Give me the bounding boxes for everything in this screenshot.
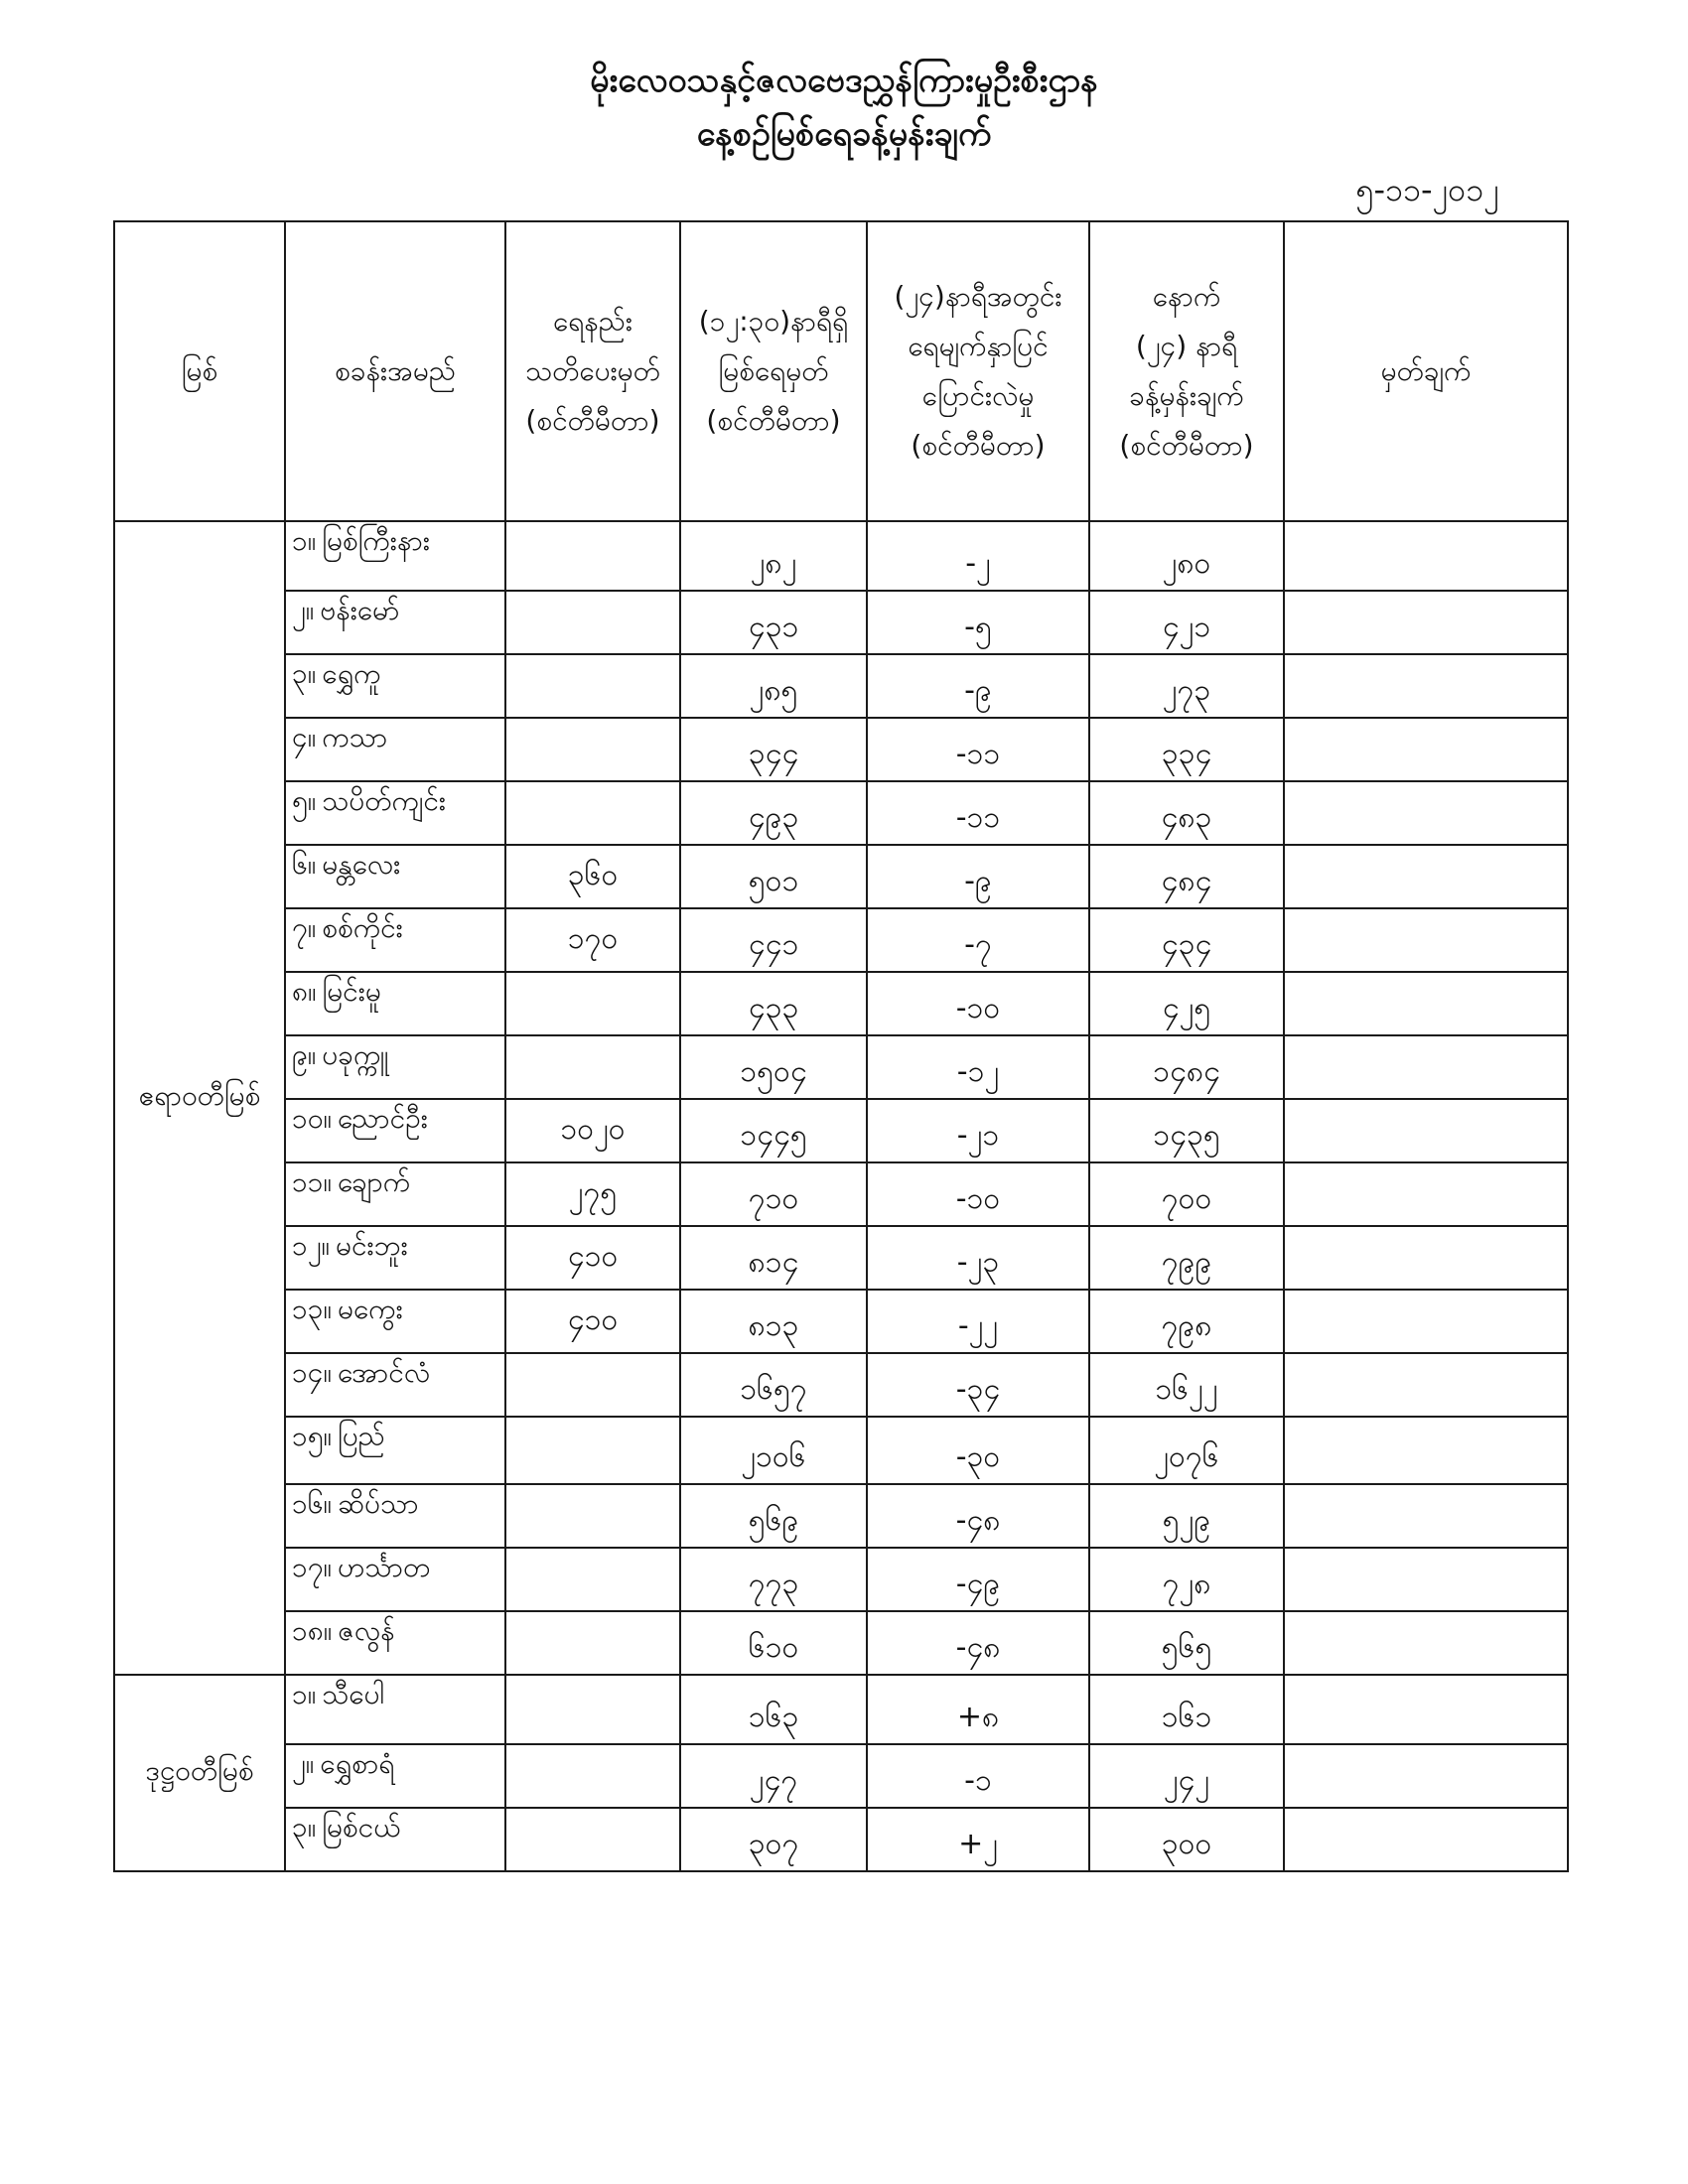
station-cell (285, 718, 505, 781)
col-forecast: နောက် (၂၄) နာရီ ခန့်မှန်းချက် (စင်တီမီတာ) (1089, 221, 1284, 521)
level-cell: ၂၄၇ (680, 1744, 867, 1808)
warning-cell: ၂၇၅ (505, 1162, 680, 1226)
warning-cell (505, 972, 680, 1035)
warning-cell (505, 521, 680, 591)
station-name: ဇလွန် (338, 1614, 395, 1647)
station-name: ချောက် (337, 1165, 411, 1198)
station-number: ၁၅။ (292, 1420, 332, 1452)
forecast-cell: ၅၂၉ (1089, 1484, 1284, 1548)
col-remarks: မှတ်ချက် (1284, 221, 1568, 521)
station-cell (285, 908, 505, 972)
station-number: ၄။ (292, 721, 317, 753)
change-cell: -၁ (867, 1744, 1089, 1808)
table-row (114, 1744, 1568, 1808)
remarks-cell (1284, 1417, 1568, 1484)
forecast-cell: ၅၆၅ (1089, 1611, 1284, 1675)
warning-cell (505, 1548, 680, 1611)
station-cell (285, 1290, 505, 1353)
station-number: ၂။ (292, 1747, 315, 1780)
station-cell (285, 1744, 505, 1808)
station-name: မြစ်ကြီးနား (322, 524, 431, 557)
table-row (114, 1099, 1568, 1162)
remarks-cell (1284, 1808, 1568, 1871)
level-cell: ၁၆၃ (680, 1675, 867, 1744)
table-row (114, 1290, 1568, 1353)
warning-cell (505, 1417, 680, 1484)
station-cell (285, 1226, 505, 1290)
forecast-table (113, 220, 1569, 1872)
table-row (114, 1675, 1568, 1744)
station-name: ပခုက္ကူ (322, 1038, 389, 1071)
station-cell (285, 1548, 505, 1611)
level-cell: ၅၆၉ (680, 1484, 867, 1548)
remarks-cell (1284, 908, 1568, 972)
level-cell: ၇၁၀ (680, 1162, 867, 1226)
station-name: မြင်းမူ (322, 975, 381, 1008)
table-row (114, 1353, 1568, 1417)
station-name: မန္တလေး (322, 848, 401, 881)
remarks-cell (1284, 1099, 1568, 1162)
change-cell: -၂ (867, 521, 1089, 591)
station-name: ဆိပ်သာ (337, 1487, 419, 1520)
forecast-cell: ၄၂၅ (1089, 972, 1284, 1035)
level-cell: ၁၄၄၅ (680, 1099, 867, 1162)
col-level: (၁၂:၃၀)နာရီရှိ မြစ်ရေမှတ် (စင်တီမီတာ) (680, 221, 867, 521)
forecast-cell: ၂၀၇၆ (1089, 1417, 1284, 1484)
col-change: (၂၄)နာရီအတွင်း ရေမျက်နှာပြင် ပြောင်းလဲမှု (စင်တီမီတာ) (867, 221, 1089, 521)
remarks-cell (1284, 1675, 1568, 1744)
level-cell: ၄၃၁ (680, 591, 867, 654)
level-cell: ၈၁၃ (680, 1290, 867, 1353)
change-cell: +၂ (867, 1808, 1089, 1871)
table-row (114, 521, 1568, 591)
station-name: မကွေး (337, 1293, 403, 1325)
change-cell: -၉ (867, 845, 1089, 908)
change-cell: -၄၈ (867, 1484, 1089, 1548)
forecast-cell: ၁၄၃၅ (1089, 1099, 1284, 1162)
col-warning: ရေနည်း သတိပေးမှတ် (စင်တီမီတာ) (505, 221, 680, 521)
level-cell: ၂၈၅ (680, 654, 867, 718)
remarks-cell (1284, 718, 1568, 781)
change-cell: -၂၁ (867, 1099, 1089, 1162)
warning-cell (505, 1744, 680, 1808)
station-number: ၉။ (292, 1038, 317, 1071)
table-row (114, 1808, 1568, 1871)
station-number: ၁၂။ (292, 1229, 330, 1262)
warning-cell (505, 718, 680, 781)
warning-cell (505, 654, 680, 718)
table-row (114, 972, 1568, 1035)
station-number: ၁။ (292, 524, 317, 557)
warning-cell (505, 1484, 680, 1548)
station-name: ဟင်္သာတ (337, 1551, 431, 1583)
station-name: မြစ်ငယ် (322, 1811, 401, 1843)
station-number: ၁၁။ (292, 1165, 332, 1198)
station-cell (285, 1611, 505, 1675)
station-number: ၁၆။ (292, 1487, 332, 1520)
warning-cell: ၁၇၀ (505, 908, 680, 972)
table-row (114, 908, 1568, 972)
table-row (114, 1484, 1568, 1548)
forecast-cell: ၂၇၃ (1089, 654, 1284, 718)
level-cell: ၈၁၄ (680, 1226, 867, 1290)
level-cell: ၄၄၁ (680, 908, 867, 972)
remarks-cell (1284, 1162, 1568, 1226)
station-cell (285, 1484, 505, 1548)
forecast-cell: ၄၂၁ (1089, 591, 1284, 654)
level-cell: ၂၈၂ (680, 521, 867, 591)
forecast-cell: ၄၃၄ (1089, 908, 1284, 972)
level-cell: ၅၀၁ (680, 845, 867, 908)
station-number: ၃။ (292, 1811, 317, 1843)
table-row (114, 1548, 1568, 1611)
remarks-cell (1284, 972, 1568, 1035)
level-cell: ၁၅၀၄ (680, 1035, 867, 1099)
river-name: ဒုဋ္ဌဝတီမြစ် (114, 1675, 285, 1871)
station-number: ၁၄။ (292, 1356, 332, 1389)
remarks-cell (1284, 1548, 1568, 1611)
table-row (114, 654, 1568, 718)
forecast-cell: ၃၀၀ (1089, 1808, 1284, 1871)
remarks-cell (1284, 591, 1568, 654)
remarks-cell (1284, 1226, 1568, 1290)
table-row (114, 718, 1568, 781)
table-row (114, 1417, 1568, 1484)
level-cell: ၄၉၃ (680, 781, 867, 845)
level-cell: ၃၄၄ (680, 718, 867, 781)
change-cell: -၃၀ (867, 1417, 1089, 1484)
forecast-cell: ၄၈၄ (1089, 845, 1284, 908)
station-number: ၁၈။ (292, 1614, 333, 1647)
station-number: ၇။ (292, 911, 317, 944)
station-number: ၅။ (292, 784, 317, 817)
station-name: ပြည် (337, 1420, 385, 1452)
level-cell: ၆၁၀ (680, 1611, 867, 1675)
change-cell: -၁၂ (867, 1035, 1089, 1099)
warning-cell (505, 1808, 680, 1871)
station-number: ၁၀။ (292, 1102, 332, 1135)
warning-cell (505, 781, 680, 845)
station-number: ၂။ (292, 594, 315, 626)
change-cell: -၅ (867, 591, 1089, 654)
warning-cell (505, 1611, 680, 1675)
header-row (114, 221, 1568, 521)
station-name: ညောင်ဦး (337, 1102, 428, 1135)
forecast-cell: ၄၈၃ (1089, 781, 1284, 845)
table-row (114, 781, 1568, 845)
change-cell: -၇ (867, 908, 1089, 972)
forecast-cell: ၁၄၈၄ (1089, 1035, 1284, 1099)
warning-cell: ၄၁၀ (505, 1226, 680, 1290)
table-row (114, 591, 1568, 654)
change-cell: -၃၄ (867, 1353, 1089, 1417)
remarks-cell (1284, 654, 1568, 718)
station-name: ရွှေစာရံ (320, 1747, 395, 1780)
station-name: ရွှေကူ (322, 657, 381, 690)
warning-cell (505, 1353, 680, 1417)
warning-cell: ၃၆၀ (505, 845, 680, 908)
forecast-cell: ၁၆၂၂ (1089, 1353, 1284, 1417)
change-cell: -၁၁ (867, 781, 1089, 845)
station-number: ၁၃။ (292, 1293, 332, 1325)
station-cell (285, 1675, 505, 1744)
station-number: ၈။ (292, 975, 317, 1008)
change-cell: -၂၂ (867, 1290, 1089, 1353)
remarks-cell (1284, 1484, 1568, 1548)
station-cell (285, 1808, 505, 1871)
station-name: မင်းဘူး (335, 1229, 408, 1262)
station-cell (285, 654, 505, 718)
forecast-cell: ၂၄၂ (1089, 1744, 1284, 1808)
station-number: ၁။ (292, 1678, 317, 1710)
station-cell (285, 521, 505, 591)
remarks-cell (1284, 845, 1568, 908)
remarks-cell (1284, 1353, 1568, 1417)
forecast-cell: ၃၃၄ (1089, 718, 1284, 781)
table-row (114, 1226, 1568, 1290)
change-cell: -၉ (867, 654, 1089, 718)
change-cell: -၂၃ (867, 1226, 1089, 1290)
forecast-cell: ၇၉၈ (1089, 1290, 1284, 1353)
change-cell: -၄၉ (867, 1548, 1089, 1611)
page-title: မိုးလေဝသနှင့်ဇလဗေဒညွှန်ကြားမှုဦးစီးဌာန (590, 61, 1098, 100)
level-cell: ၂၁၀၆ (680, 1417, 867, 1484)
station-name: သပိတ်ကျင်း (322, 784, 447, 817)
change-cell: -၁၁ (867, 718, 1089, 781)
change-cell: -၁၀ (867, 1162, 1089, 1226)
forecast-cell: ၇၀၀ (1089, 1162, 1284, 1226)
change-cell: +၈ (867, 1675, 1089, 1744)
warning-cell (505, 591, 680, 654)
level-cell: ၄၃၃ (680, 972, 867, 1035)
change-cell: -၁၀ (867, 972, 1089, 1035)
remarks-cell (1284, 1035, 1568, 1099)
station-cell (285, 972, 505, 1035)
level-cell: ၁၆၅၇ (680, 1353, 867, 1417)
station-number: ၆။ (292, 848, 317, 881)
warning-cell (505, 1675, 680, 1744)
station-cell (285, 1353, 505, 1417)
remarks-cell (1284, 1290, 1568, 1353)
station-name: ဗန်းမော် (320, 594, 400, 626)
forecast-cell: ၁၆၁ (1089, 1675, 1284, 1744)
table-row (114, 1611, 1568, 1675)
col-station: စခန်းအမည် (285, 221, 505, 521)
remarks-cell (1284, 781, 1568, 845)
warning-cell: ၄၁၀ (505, 1290, 680, 1353)
station-cell (285, 1162, 505, 1226)
station-name: သီပေါ (322, 1678, 385, 1710)
station-name: အောင်လံ (337, 1356, 431, 1389)
level-cell: ၇၇၃ (680, 1548, 867, 1611)
remarks-cell (1284, 1744, 1568, 1808)
station-cell (285, 1417, 505, 1484)
report-date: ၅-၁၁-၂၀၁၂ (1355, 171, 1499, 208)
forecast-cell: ၇၉၉ (1089, 1226, 1284, 1290)
table-row (114, 1162, 1568, 1226)
station-cell (285, 845, 505, 908)
station-cell (285, 1035, 505, 1099)
warning-cell (505, 1035, 680, 1099)
station-name: စစ်ကိုင်း (322, 911, 403, 944)
station-number: ၃။ (292, 657, 317, 690)
remarks-cell (1284, 521, 1568, 591)
forecast-cell: ၂၈၀ (1089, 521, 1284, 591)
level-cell: ၃၀၇ (680, 1808, 867, 1871)
table-row (114, 845, 1568, 908)
warning-cell: ၁၀၂၀ (505, 1099, 680, 1162)
change-cell: -၄၈ (867, 1611, 1089, 1675)
forecast-cell: ၇၂၈ (1089, 1548, 1284, 1611)
table-body (114, 521, 1568, 1871)
station-cell (285, 781, 505, 845)
station-cell (285, 591, 505, 654)
remarks-cell (1284, 1611, 1568, 1675)
river-name: ဧရာဝတီမြစ် (114, 521, 285, 1675)
station-cell (285, 1099, 505, 1162)
station-number: ၁၇။ (292, 1551, 332, 1583)
table-row (114, 1035, 1568, 1099)
station-name: ကသာ (322, 721, 388, 753)
col-river: မြစ် (114, 221, 285, 521)
page-subtitle: နေ့စဉ်မြစ်ရေခန့်မှန်းချက် (696, 114, 992, 154)
